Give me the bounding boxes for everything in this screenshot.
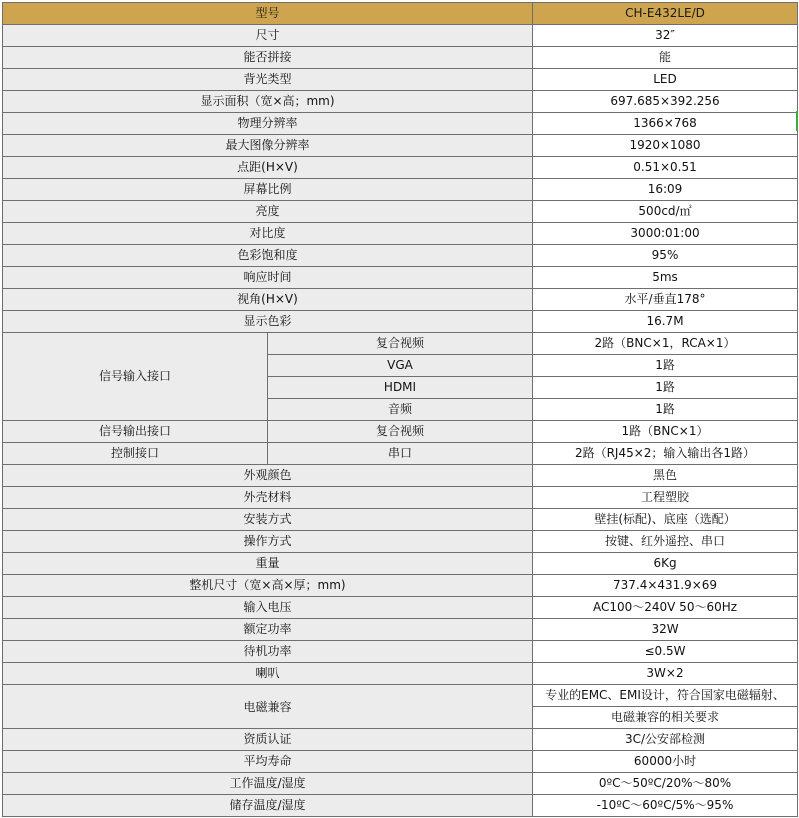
row-label: 视角(H×V)	[3, 289, 533, 311]
table-row	[3, 685, 798, 729]
row-label: 重量	[3, 553, 533, 575]
row-value: -10ºC～60ºC/5%～95%	[533, 795, 798, 817]
row-label: 背光类型	[3, 69, 533, 91]
table-row	[3, 289, 798, 311]
table-row	[3, 69, 798, 91]
table-row	[3, 333, 798, 355]
model-value: CH-E432LE/D	[533, 3, 798, 25]
table-row	[3, 135, 798, 157]
row-value: 0ºC～50ºC/20%～80%	[533, 773, 798, 795]
emc-line-2: 电磁兼容的相关要求	[611, 710, 720, 724]
row-value: 1路	[533, 355, 798, 377]
row-value: 3000:01:00	[533, 223, 798, 245]
row-value: LED	[533, 69, 798, 91]
row-label: 资质认证	[3, 729, 533, 751]
row-value: 697.685×392.256	[533, 91, 798, 113]
row-value: 6Kg	[533, 553, 798, 575]
row-label: 点距(H×V)	[3, 157, 533, 179]
table-row	[3, 91, 798, 113]
emc-line-1: 专业的EMC、EMI设计，符合国家电磁辐射、	[533, 685, 797, 707]
row-label: 亮度	[3, 201, 533, 223]
row-label: 最大图像分辨率	[3, 135, 533, 157]
row-sublabel: 串口	[268, 443, 533, 465]
row-value: 1路	[533, 377, 798, 399]
row-value: 16:09	[533, 179, 798, 201]
spec-table-container	[2, 2, 797, 817]
row-label: 额定功率	[3, 619, 533, 641]
row-value: 按键、红外遥控、串口	[533, 531, 798, 553]
table-row	[3, 663, 798, 685]
table-row	[3, 641, 798, 663]
row-value: 1路	[533, 399, 798, 421]
row-value: 黑色	[533, 465, 798, 487]
table-row	[3, 465, 798, 487]
row-label: 安装方式	[3, 509, 533, 531]
row-value: 1366×768	[533, 113, 798, 135]
row-value: 60000小时	[533, 751, 798, 773]
row-sublabel: HDMI	[268, 377, 533, 399]
table-row	[3, 795, 798, 817]
row-value: 2路（RJ45×2；输入输出各1路）	[533, 443, 798, 465]
row-value: ≤0.5W	[533, 641, 798, 663]
row-value: 737.4×431.9×69	[533, 575, 798, 597]
table-row	[3, 201, 798, 223]
table-row	[3, 597, 798, 619]
row-label: 输入电压	[3, 597, 533, 619]
row-label: 物理分辨率	[3, 113, 533, 135]
row-value: 32″	[533, 25, 798, 47]
table-row	[3, 179, 798, 201]
table-row	[3, 729, 798, 751]
row-label: 储存温度/湿度	[3, 795, 533, 817]
spec-table	[2, 2, 798, 817]
row-label: 操作方式	[3, 531, 533, 553]
table-row	[3, 311, 798, 333]
row-value: 16.7M	[533, 311, 798, 333]
row-label: 对比度	[3, 223, 533, 245]
table-row	[3, 553, 798, 575]
row-value: 95%	[533, 245, 798, 267]
table-row	[3, 487, 798, 509]
row-label: 平均寿命	[3, 751, 533, 773]
row-label: 喇叭	[3, 663, 533, 685]
row-value: 水平/垂直178°	[533, 289, 798, 311]
table-row	[3, 157, 798, 179]
row-label: 显示面积（宽×高；mm)	[3, 91, 533, 113]
signal-input-label: 信号输入接口	[3, 333, 268, 421]
row-value: 5ms	[533, 267, 798, 289]
table-row	[3, 575, 798, 597]
row-label: 响应时间	[3, 267, 533, 289]
row-sublabel: 音频	[268, 399, 533, 421]
row-value: 3W×2	[533, 663, 798, 685]
table-row	[3, 25, 798, 47]
row-value: 500cd/㎡	[533, 201, 798, 223]
row-value: 壁挂(标配)、底座（选配）	[533, 509, 798, 531]
row-label: 整机尺寸（宽×高×厚；mm)	[3, 575, 533, 597]
row-sublabel: VGA	[268, 355, 533, 377]
table-row	[3, 113, 798, 135]
table-row	[3, 751, 798, 773]
table-row	[3, 773, 798, 795]
row-value: 2路（BNC×1，RCA×1）	[533, 333, 798, 355]
row-value: 0.51×0.51	[533, 157, 798, 179]
table-row	[3, 267, 798, 289]
edge-marker	[796, 111, 798, 131]
row-label: 显示色彩	[3, 311, 533, 333]
table-row	[3, 443, 798, 465]
row-label: 色彩饱和度	[3, 245, 533, 267]
row-value: 32W	[533, 619, 798, 641]
row-value: 能	[533, 47, 798, 69]
table-row	[3, 619, 798, 641]
row-label: 外观颜色	[3, 465, 533, 487]
control-label: 控制接口	[3, 443, 268, 465]
model-label: 型号	[3, 3, 533, 25]
table-row	[3, 421, 798, 443]
row-value: 3C/公安部检测	[533, 729, 798, 751]
row-label: 屏幕比例	[3, 179, 533, 201]
row-value: 1920×1080	[533, 135, 798, 157]
row-label: 待机功率	[3, 641, 533, 663]
emc-label: 电磁兼容	[3, 685, 533, 729]
row-label: 工作温度/湿度	[3, 773, 533, 795]
row-label: 尺寸	[3, 25, 533, 47]
row-value: AC100～240V 50～60Hz	[533, 597, 798, 619]
table-row	[3, 531, 798, 553]
signal-output-label: 信号输出接口	[3, 421, 268, 443]
row-value: 工程塑胶	[533, 487, 798, 509]
emc-value	[533, 685, 798, 729]
row-sublabel: 复合视频	[268, 421, 533, 443]
row-sublabel: 复合视频	[268, 333, 533, 355]
table-row	[3, 509, 798, 531]
row-value: 1路（BNC×1）	[533, 421, 798, 443]
row-label: 能否拼接	[3, 47, 533, 69]
row-label: 外壳材料	[3, 487, 533, 509]
table-header-row	[3, 3, 798, 25]
table-row	[3, 245, 798, 267]
table-row	[3, 223, 798, 245]
table-row	[3, 47, 798, 69]
